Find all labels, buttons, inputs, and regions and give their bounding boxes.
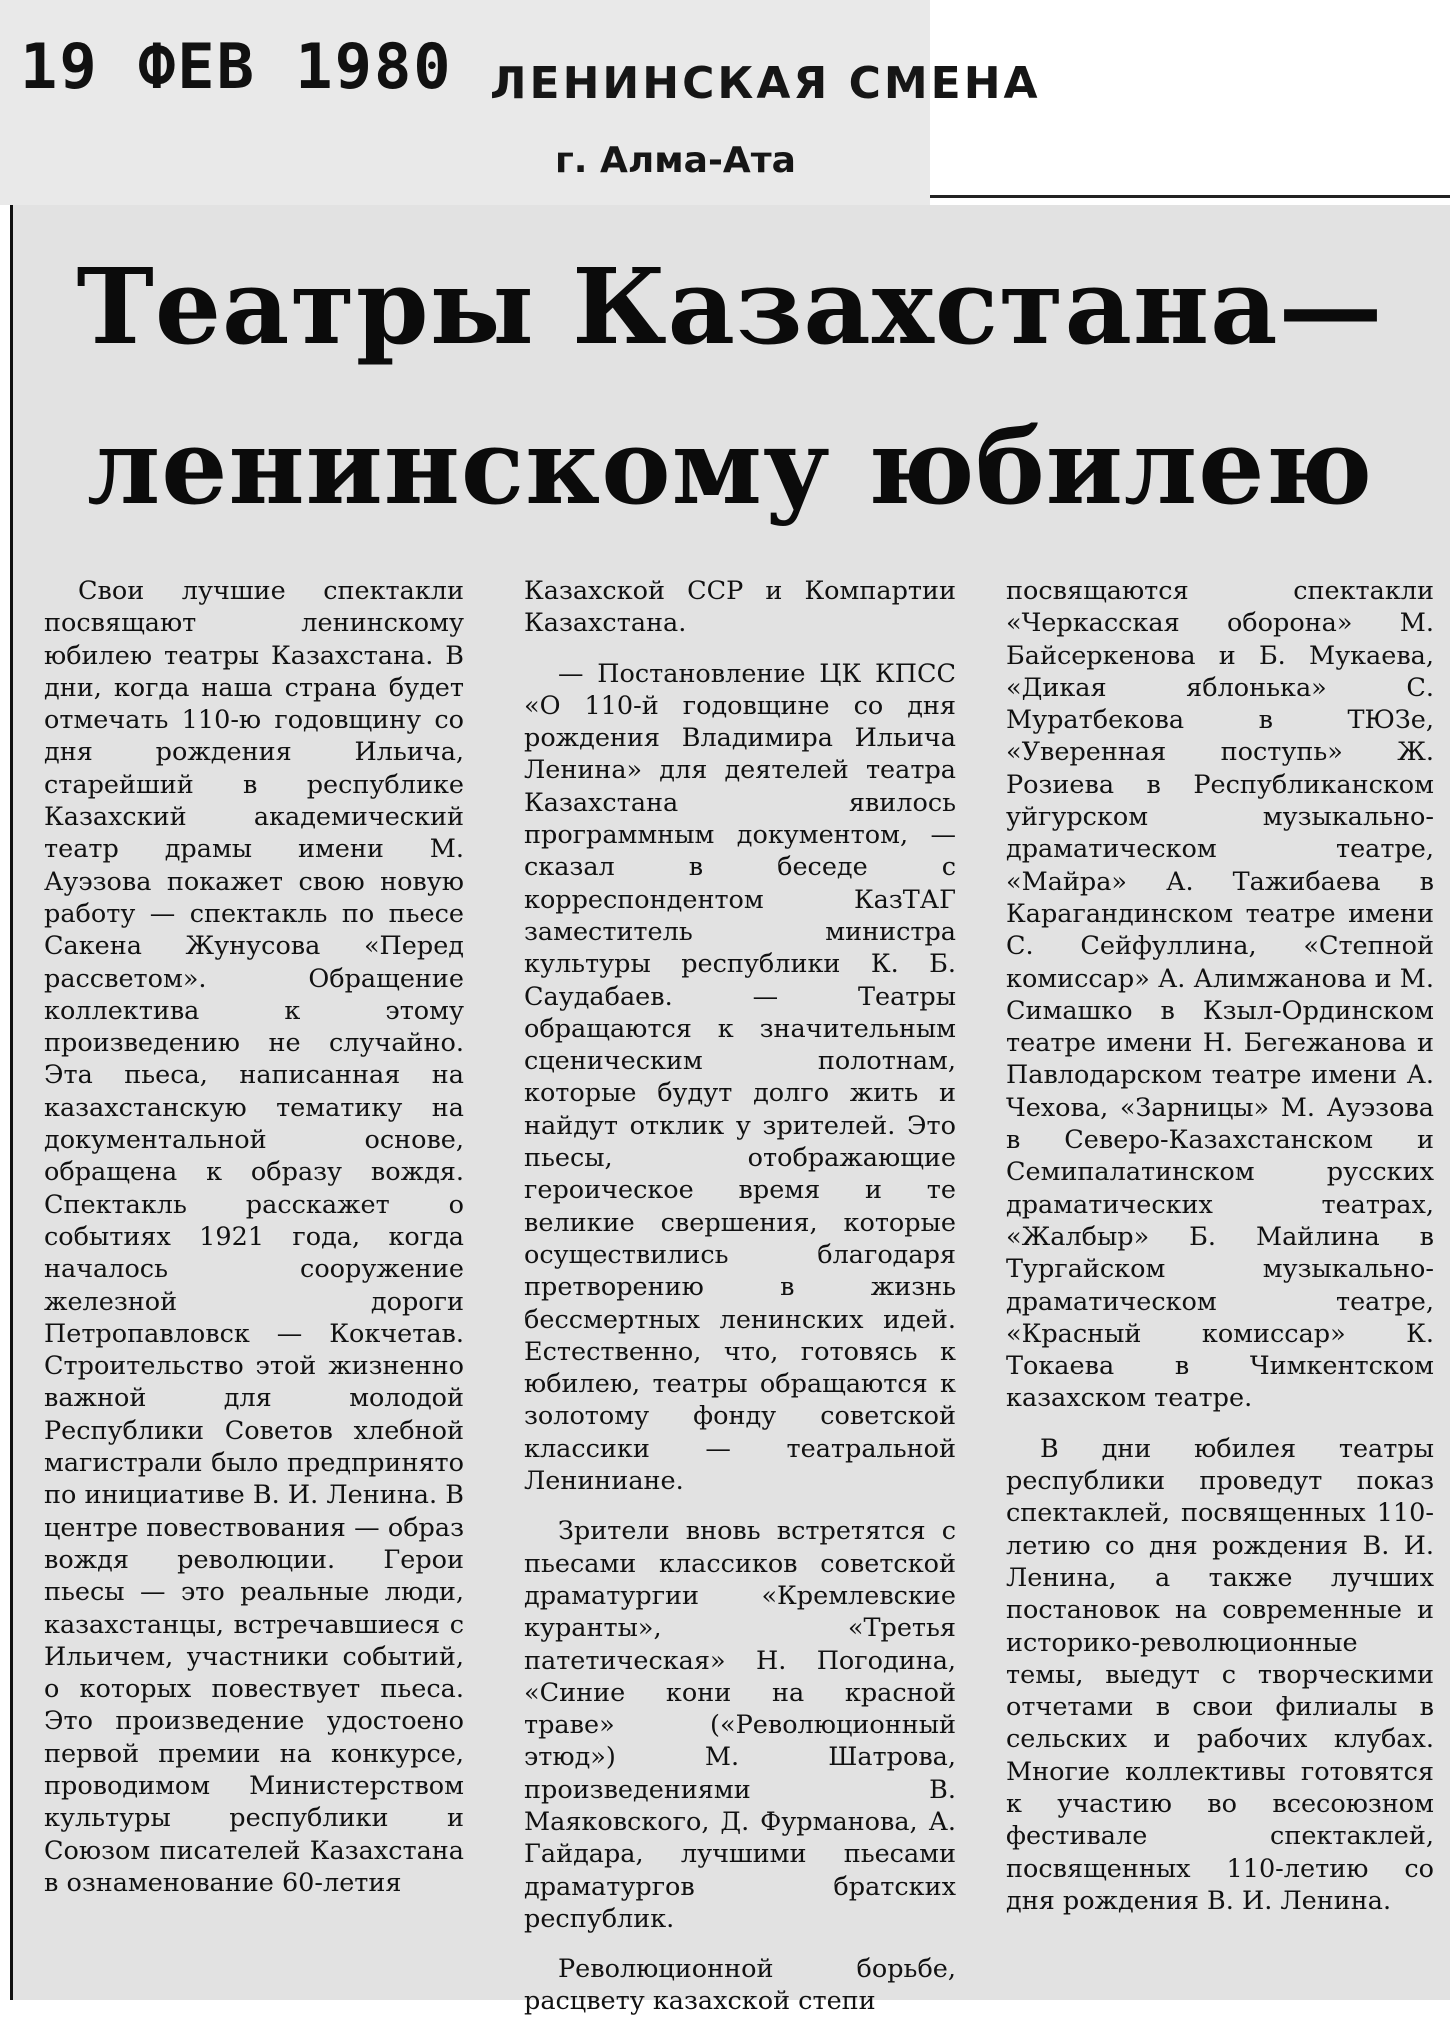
- paragraph: Революционной борьбе, расцвету казахской степи: [524, 1954, 956, 2017]
- article-headline: [30, 232, 1430, 542]
- headline-line-1: Театры Казахстана—: [76, 245, 1384, 368]
- paragraph: В дни юбилея театры республики проведут показ спектаклей, посвященных 110-летию со дня рождения В. И. Ленина, а также лучших постановок на современные и историко-революционные темы, выедут с творческими отчетами в свои филиалы в сельских и рабочих клубах. Многие коллективы готовятся к участию во всесоюзном фестивале спектаклей, посвященных 110-летию со дня рождения В. И. Ленина.: [1006, 1433, 1434, 1916]
- paragraph: Зрители вновь встретятся с пьесами классиков советской драматургии «Кремлевские куранты», «Третья патетическая» Н. Погодина, «Синие кони на красной траве» («Революционный этюд») М. Шатрова, произведениями В. Маяковского, Д. Фурманова, А. Гайдара, лучшими пьесами драматургов братских республик.: [524, 1516, 956, 1934]
- article-column-2: [524, 575, 956, 2017]
- stamp-city: г. Алма-Ата: [555, 140, 796, 181]
- stamp-newspaper-name: ЛЕНИНСКАЯ СМЕНА: [490, 58, 1041, 109]
- paragraph: Казахской ССР и Компартии Казахстана.: [524, 576, 956, 639]
- paragraph: Свои лучшие спектакли посвящают ленинскому юбилею театры Казахстана. В дни, когда наша страна будет отмечать 110-ю годовщину со дня рождения Ильича, старейший в республике Казахский академический театр драмы имени М. Ауэзова покажет свою новую работу — спектакль по пьесе Сакена Жунусова «Перед рассветом». Обращение коллектива к этому произведению не случайно. Эта пьеса, написанная на казахстанскую тематику на документальной основе, обращена к образу вождя. Спектакль расскажет о событиях 1921 года, когда началось сооружение железной дороги Петропавловск — Кокчетав. Строительство этой жизненно важной для молодой Республики Советов хлебной магистрали было предпринято по инициативе В. И. Ленина. В центре повествования — образ вождя революции. Герои пьесы — это реальные люди, казахстанцы, встречавшиеся с Ильичем, участники событий, о которых повествует пьеса. Это произведение удостоено первой премии на конкурсе, проводимом Министерством культуры республики и Союзом писателей Казахстана в ознаменование 60-летия: [44, 576, 464, 1898]
- headline-line-2: ленинскому юбилею: [86, 405, 1374, 528]
- article-column-3: [1006, 575, 1434, 1990]
- stamp-date: 19 ФЕВ 1980: [20, 30, 453, 103]
- paragraph: посвящаются спектакли «Черкасская оборона» М. Байсеркенова и Б. Мукаева, «Дикая яблонька» С. Муратбекова в ТЮЗе, «Уверенная поступь» Ж. Розиева в Республиканском уйгурском музыкально-драматическом театре, «Майра» А. Тажибаева в Карагандинском театре имени С. Сейфуллина, «Степной комиссар» А. Алимжанова и М. Симашко в Кзыл-Ординском театре имени Н. Бегежанова и Павлодарском театре имени А. Чехова, «Зарницы» М. Ауэзова в Северо-Казахстанском и Семипалатинском русских драматических театрах, «Жалбыр» Б. Майлина в Тургайском музыкально-драматическом театре, «Красный комиссар» К. Токаева в Чимкентском казахском театре.: [1006, 576, 1434, 1414]
- clipping-left-edge: [10, 205, 13, 2000]
- article-column-1: [44, 575, 464, 1990]
- clipping-top-edge: [930, 195, 1450, 198]
- paragraph: — Постановление ЦК КПСС «О 110-й годовщине со дня рождения Владимира Ильича Ленина» для деятелей театра Казахстана явилось программным документом, — сказал в беседе с корреспондентом КазТАГ заместитель министра культуры республики К. Б. Саудабаев. — Театры обращаются к значительным сценическим полотнам, которые будут долго жить и найдут отклик у зрителей. Это пьесы, отображающие героическое время и те великие свершения, которые осуществились благодаря претворению в жизнь бессмертных ленинских идей. Естественно, что, готовясь к юбилею, театры обращаются к золотому фонду советской классики — театральной Лениниане.: [524, 658, 956, 1497]
